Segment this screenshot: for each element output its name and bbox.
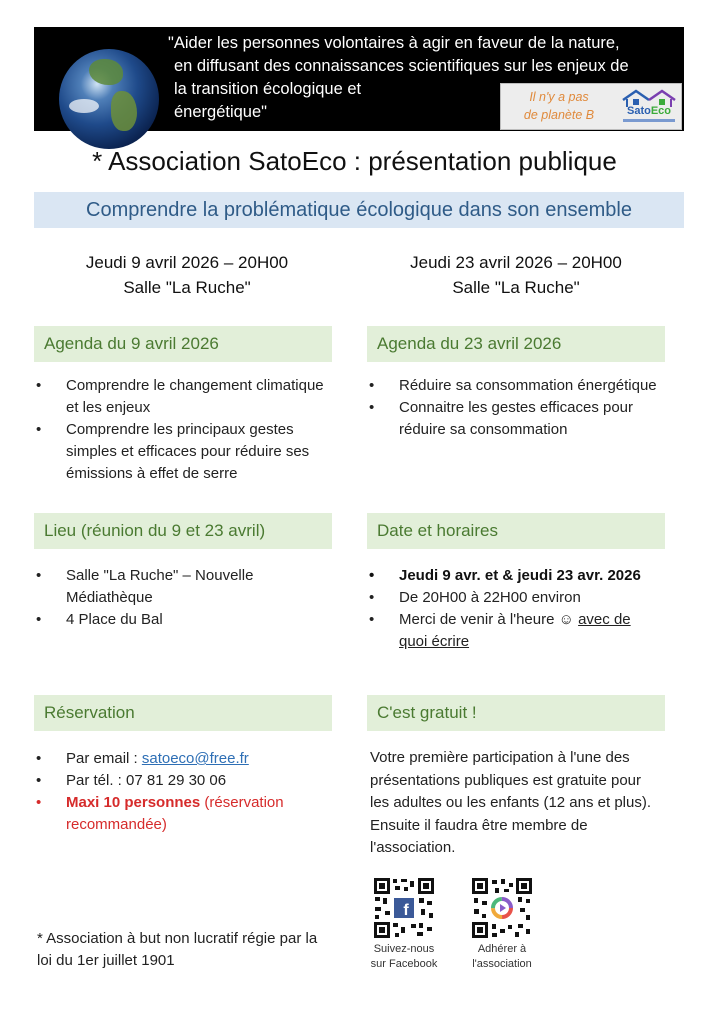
reminder-underlined: avec de quoi écrire: [399, 611, 631, 650]
subtitle: Comprendre la problématique écologique dans son ensemble: [86, 199, 632, 221]
list-item: • Comprendre le changement climatique et les enjeux: [34, 375, 324, 419]
quote-line-4: énergétique": [174, 103, 268, 121]
logo-text: SatoEco: [626, 105, 672, 117]
membership-qr-code[interactable]: [471, 877, 533, 939]
list-item: • Par tél. : 07 81 29 30 06: [34, 770, 324, 792]
reminder-text: Merci de venir à l'heure ☺: [399, 611, 579, 628]
list-item: • Réduire sa consommation énergétique: [367, 375, 662, 397]
agenda-9-list: [34, 375, 324, 485]
subtitle-bar: [34, 192, 684, 228]
svg-text:f: f: [403, 902, 409, 919]
max-capacity: Maxi 10 personnes: [66, 794, 201, 811]
quote-line-2: en diffusant des connaissances scientifiques sur les enjeux de: [174, 57, 629, 75]
reservation-title: Réservation: [44, 703, 135, 722]
gratuit-title: C'est gratuit !: [377, 703, 477, 722]
agenda-23-title: Agenda du 23 avril 2026: [377, 334, 562, 353]
footnote: * Association à but non lucratif régie par la loi du 1er juillet 1901: [37, 930, 318, 969]
session-1-header: [27, 250, 347, 300]
qr-label-line: sur Facebook: [370, 958, 438, 970]
agenda-23-header: [367, 326, 665, 362]
list-item: [34, 792, 324, 836]
quote-line-1: "Aider les personnes volontaires à agir en faveur de la nature,: [168, 34, 620, 52]
tagline-line-2: de planète B: [523, 108, 595, 122]
list-item: • Jeudi 9 avr. et & jeudi 23 avr. 2026: [367, 565, 662, 587]
session-2-header: [356, 250, 676, 300]
qr-label-line: l'association: [472, 958, 532, 970]
list-item: [34, 748, 324, 770]
gratuit-text: Votre première participation à l'une des présentations publiques est gratuite pour les adultes ou les enfants (12 ans et plus). Ensuite il faudra être membre de l'association.: [370, 749, 652, 856]
qr-label-line: Adhérer à: [477, 943, 527, 955]
list-item: • Salle "La Ruche" – Nouvelle Médiathèque: [34, 565, 324, 609]
qr-label-line: Suivez-nous: [373, 943, 435, 955]
list-item: [367, 609, 662, 653]
page-title: * Association SatoEco : présentation publique: [92, 146, 617, 176]
session-2-date: Jeudi 23 avril 2026 – 20H00: [410, 253, 622, 272]
session-2-place: Salle "La Ruche": [452, 278, 580, 297]
gratuit-header: [367, 695, 665, 731]
header-banner: [34, 27, 684, 131]
reservation-list: [34, 748, 324, 836]
membership-qr-label: [457, 942, 547, 972]
list-item: • 4 Place du Bal: [34, 609, 324, 631]
reservation-header: [34, 695, 332, 731]
earth-globe-image: [59, 49, 159, 149]
session-1-date: Jeudi 9 avril 2026 – 20H00: [85, 253, 289, 272]
date-horaires-header: [367, 513, 665, 549]
lieu-title: Lieu (réunion du 9 et 23 avril): [44, 521, 266, 540]
date-horaires-title: Date et horaires: [377, 521, 498, 540]
agenda-9-header: [34, 326, 332, 362]
date-horaires-list: [367, 565, 662, 653]
session-1-place: Salle "La Ruche": [123, 278, 251, 297]
satoeco-logo: [619, 88, 679, 126]
facebook-qr-code[interactable]: [373, 877, 435, 939]
list-item: • Comprendre les principaux gestes simples et efficaces pour réduire ses émissions à effet de serre: [34, 419, 324, 485]
tagline: [509, 88, 609, 124]
list-item: • De 20H00 à 22H00 environ: [367, 587, 662, 609]
email-link[interactable]: satoeco@free.fr: [141, 750, 249, 767]
list-item: • Connaitre les gestes efficaces pour réduire sa consommation: [367, 397, 662, 441]
lieu-header: [34, 513, 332, 549]
lieu-list: [34, 565, 324, 631]
facebook-qr-label: [359, 942, 449, 972]
reservation-note: (réservation recommandée): [66, 794, 284, 833]
agenda-9-title: Agenda du 9 avril 2026: [44, 334, 219, 353]
tagline-box: [500, 83, 682, 130]
agenda-23-list: [367, 375, 662, 441]
email-label: Par email :: [66, 750, 142, 767]
quote-line-3: la transition écologique et: [174, 80, 362, 98]
tagline-line-1: Il n'y a pas: [529, 90, 589, 104]
